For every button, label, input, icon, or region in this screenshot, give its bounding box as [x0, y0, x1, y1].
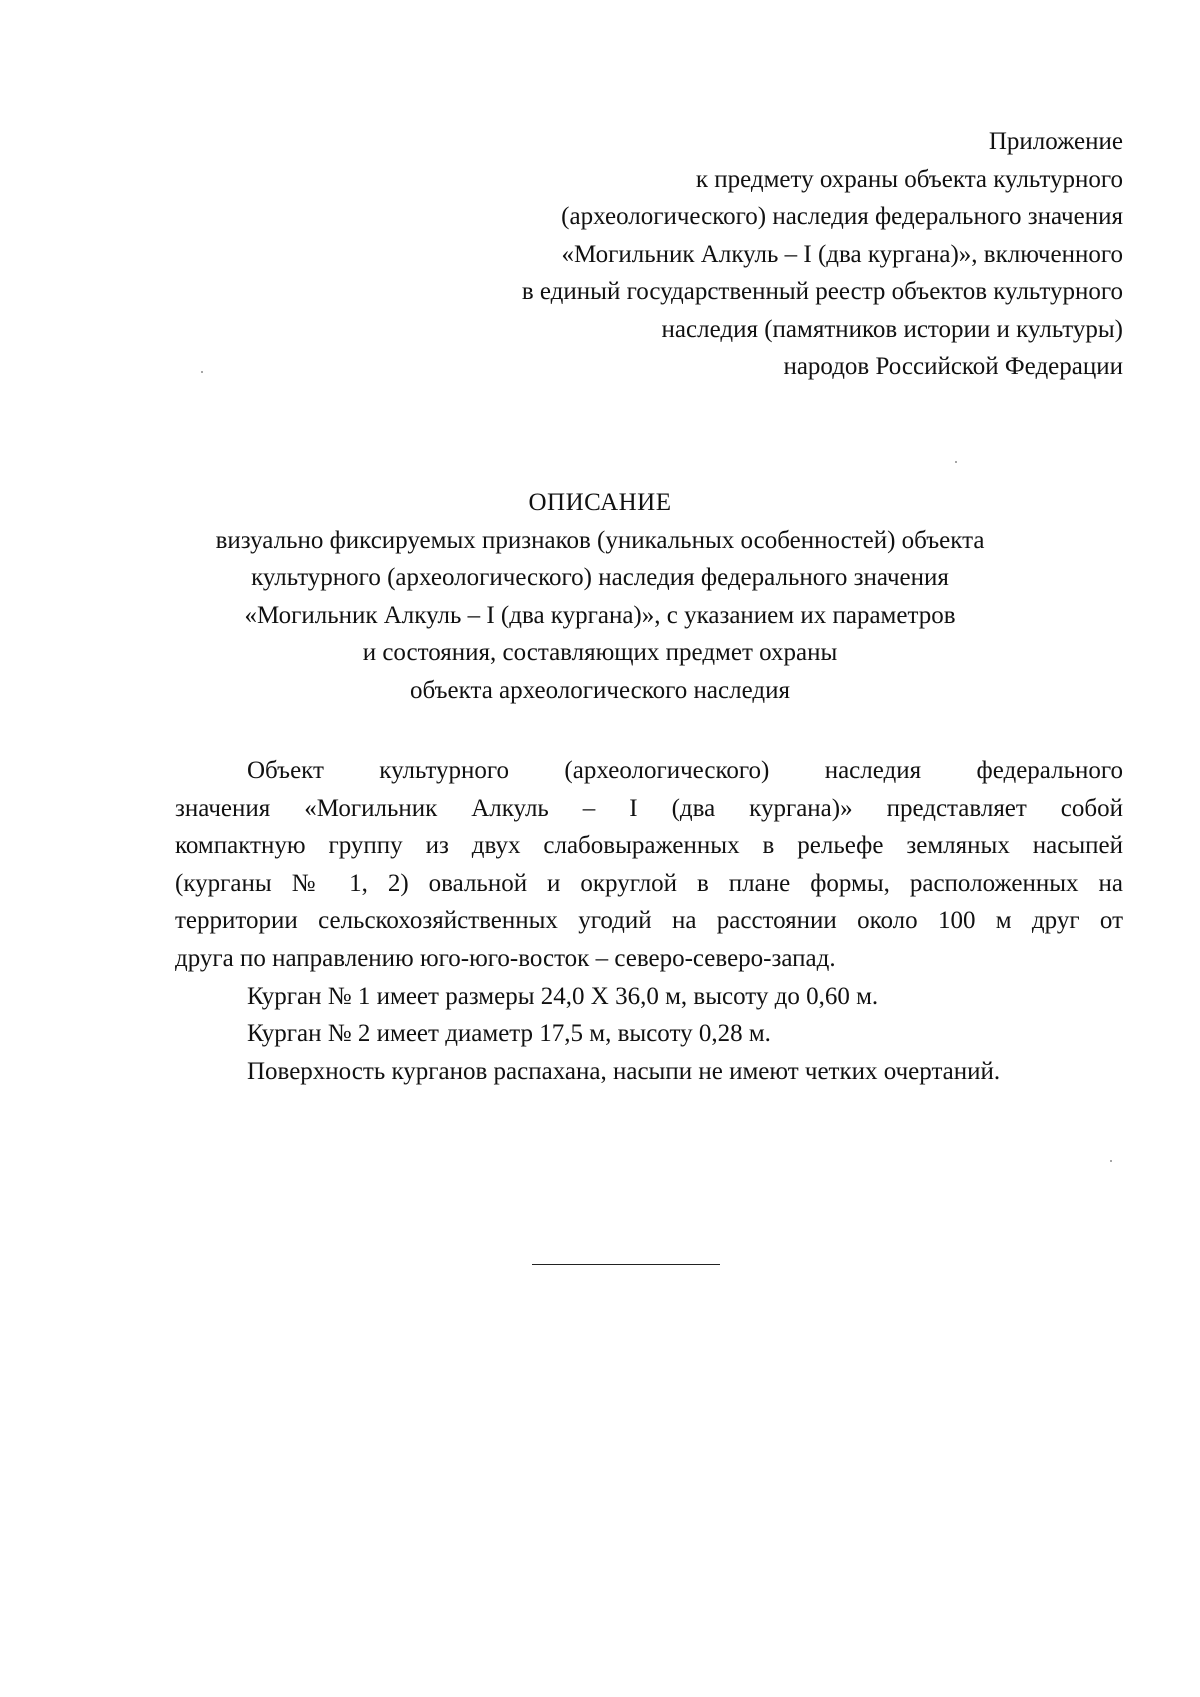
title-line: и состояния, составляющих предмет охраны — [362, 639, 838, 666]
scan-speck — [1110, 1160, 1112, 1162]
paragraph-line: компактную группу из двух слабовыраженных в рельефе земляных насыпей — [175, 832, 1123, 860]
paragraph-line: (курганы № 1, 2) овальной и округлой в плане формы, расположенных на — [175, 869, 1123, 897]
kurgan-1-description: Курган № 1 имеет размеры 24,0 Х 36,0 м, высоту до 0,60 м. — [247, 982, 879, 1010]
scan-speck — [201, 371, 203, 373]
document-body — [175, 752, 1123, 1090]
document-heading: ОПИСАНИЕ — [528, 489, 672, 516]
appendix-line: Приложение — [988, 128, 1123, 155]
appendix-line: «Могильник Алкуль – I (два кургана)», включенного — [561, 240, 1123, 268]
appendix-line: в единый государственный реестр объектов культурного — [521, 278, 1123, 305]
surface-description: Поверхность курганов распахана, насыпи не имеют четких очертаний. — [247, 1057, 1001, 1085]
appendix-line: наследия (памятников истории и культуры) — [661, 315, 1123, 343]
paragraph-line: друга по направлению юго-юго-восток – северо-северо-запад. — [175, 944, 836, 972]
scan-speck — [955, 461, 957, 463]
paragraph-line: значения «Могильник Алкуль – I (два кургана)» представляет собой — [175, 794, 1123, 822]
title-line: объекта археологического наследия — [410, 676, 790, 704]
document-title-block — [150, 484, 1050, 709]
paragraph-line: Объект культурного (археологического) наследия федерального — [247, 757, 1123, 784]
end-separator-line — [532, 1264, 720, 1265]
appendix-line: (археологического) наследия федерального значения — [561, 203, 1123, 230]
appendix-line: к предмету охраны объекта культурного — [695, 165, 1123, 193]
kurgan-2-description: Курган № 2 имеет диаметр 17,5 м, высоту 0,28 м. — [247, 1020, 771, 1048]
paragraph-line: территории сельскохозяйственных угодий на расстоянии около 100 м друг от — [175, 907, 1123, 935]
appendix-note — [363, 123, 1123, 386]
appendix-line: народов Российской Федерации — [783, 353, 1123, 380]
title-line: «Могильник Алкуль – I (два кургана)», с указанием их параметров — [244, 601, 956, 629]
title-line: культурного (археологического) наследия федерального значения — [251, 564, 949, 591]
title-line: визуально фиксируемых признаков (уникальных особенностей) объекта — [215, 526, 985, 554]
